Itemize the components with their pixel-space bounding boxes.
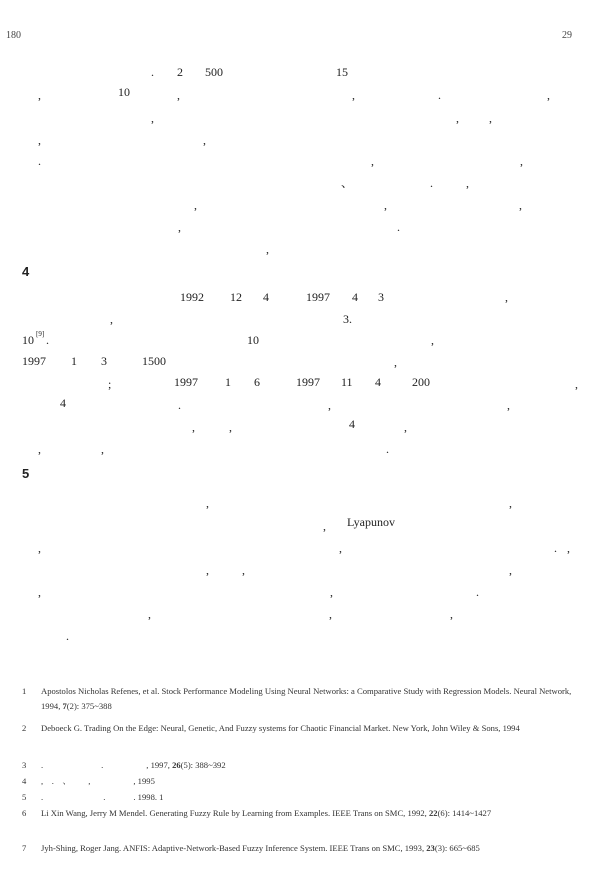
text-fragment: , bbox=[110, 312, 113, 326]
text-fragment: . bbox=[46, 333, 49, 347]
reference-volume: 23 bbox=[426, 843, 435, 853]
text-fragment: , bbox=[575, 377, 578, 391]
text-fragment: 4 bbox=[375, 375, 381, 389]
text-fragment: 4 bbox=[263, 290, 269, 304]
reference-pages: (5): 388~392 bbox=[180, 760, 226, 770]
reference-item bbox=[22, 806, 580, 821]
text-fragment: 11 bbox=[341, 375, 353, 389]
text-fragment: , bbox=[328, 398, 331, 412]
text-fragment: 1997 bbox=[306, 290, 330, 304]
text-fragment: . bbox=[554, 541, 557, 555]
text-fragment: . bbox=[386, 442, 389, 456]
text-fragment: 3 bbox=[101, 354, 107, 368]
citation-superscript: [9] bbox=[36, 330, 45, 338]
text-fragment: , bbox=[206, 496, 209, 510]
text-fragment: , bbox=[148, 607, 151, 621]
text-fragment: , bbox=[177, 88, 180, 102]
text-fragment: , bbox=[509, 496, 512, 510]
reference-text: , . 、 , , 1995 bbox=[41, 776, 155, 786]
text-fragment: , bbox=[519, 198, 522, 212]
text-fragment: 10 bbox=[118, 85, 130, 99]
text-fragment: 4 bbox=[349, 417, 355, 431]
reference-text: Apostolos Nicholas Refenes, et al. Stock Performance Modeling Using Neural Networks: a Comparative Study with Regression Models. Neural Network, 1994, bbox=[41, 686, 572, 711]
text-fragment: , bbox=[456, 111, 459, 125]
reference-number: 1 bbox=[22, 686, 27, 696]
reference-item bbox=[22, 841, 580, 856]
text-fragment: 10 bbox=[22, 333, 34, 347]
text-fragment: , bbox=[266, 242, 269, 256]
reference-text: Jyh-Shing, Roger Jang. ANFIS: Adaptive-Network-Based Fuzzy Inference System. IEEE Trans on SMC, 1993, bbox=[41, 843, 427, 853]
text-fragment: , bbox=[203, 133, 206, 147]
reference-pages: (3): 665~685 bbox=[434, 843, 480, 853]
text-fragment: , bbox=[242, 563, 245, 577]
reference-number: 5 bbox=[22, 792, 27, 802]
text-fragment: , bbox=[206, 563, 209, 577]
text-fragment: 1 bbox=[225, 375, 231, 389]
text-fragment: , bbox=[431, 333, 434, 347]
text-fragment: 、 bbox=[341, 176, 354, 190]
text-fragment: 1 bbox=[71, 354, 77, 368]
text-fragment: 3 bbox=[378, 290, 384, 304]
text-fragment: 15 bbox=[336, 65, 348, 79]
text-fragment: , bbox=[323, 519, 326, 533]
text-fragment: , bbox=[507, 398, 510, 412]
reference-text: Li Xin Wang, Jerry M Mendel. Generating Fuzzy Rule by Learning from Examples. IEEE Trans on SMC, 1992, bbox=[41, 808, 429, 818]
text-fragment: 10 bbox=[247, 333, 259, 347]
reference-pages: (6): 1414~1427 bbox=[437, 808, 492, 818]
text-fragment: , bbox=[38, 541, 41, 555]
section-heading-4: 4 bbox=[22, 264, 30, 279]
reference-text: . . . 1998. 1 bbox=[41, 792, 164, 802]
text-fragment: , bbox=[339, 541, 342, 555]
text-fragment: , bbox=[394, 355, 397, 369]
text-fragment: . bbox=[476, 585, 479, 599]
reference-number: 6 bbox=[22, 808, 27, 818]
text-fragment: 200 bbox=[412, 375, 430, 389]
reference-number: 3 bbox=[22, 760, 27, 770]
text-fragment: , bbox=[371, 154, 374, 168]
text-fragment: , bbox=[466, 176, 469, 190]
page-number-left: 180 bbox=[6, 30, 21, 41]
text-fragment: 6 bbox=[254, 375, 260, 389]
text-fragment: 4 bbox=[352, 290, 358, 304]
text-fragment: , bbox=[384, 198, 387, 212]
text-fragment: . bbox=[151, 65, 154, 79]
text-fragment: . bbox=[397, 220, 400, 234]
text-fragment: . bbox=[66, 629, 69, 643]
section-heading-5: 5 bbox=[22, 466, 30, 481]
text-fragment: 1997 bbox=[22, 354, 46, 368]
reference-item bbox=[22, 721, 580, 736]
reference-item bbox=[22, 774, 580, 789]
text-fragment: 3. bbox=[343, 312, 352, 326]
reference-number: 7 bbox=[22, 843, 27, 853]
text-fragment: . bbox=[430, 176, 433, 190]
text-fragment: . bbox=[178, 398, 181, 412]
text-fragment: . bbox=[38, 154, 41, 168]
reference-number: 4 bbox=[22, 776, 27, 786]
text-fragment: , bbox=[38, 585, 41, 599]
text-fragment: , bbox=[404, 420, 407, 434]
page-number-right: 29 bbox=[562, 30, 572, 41]
text-fragment: ; bbox=[108, 377, 112, 391]
text-fragment: , bbox=[178, 220, 181, 234]
reference-item bbox=[22, 758, 580, 773]
text-fragment: , bbox=[352, 88, 355, 102]
text-fragment: 4 bbox=[60, 396, 66, 410]
text-fragment: Lyapunov bbox=[347, 515, 395, 529]
reference-item bbox=[22, 684, 580, 713]
text-fragment: , bbox=[509, 563, 512, 577]
reference-volume: 7 bbox=[62, 700, 67, 711]
text-fragment: , bbox=[194, 198, 197, 212]
text-fragment: , bbox=[330, 585, 333, 599]
text-fragment: 1500 bbox=[142, 354, 166, 368]
reference-volume: 22 bbox=[428, 808, 438, 818]
text-fragment: , bbox=[38, 442, 41, 456]
text-fragment: , bbox=[450, 607, 453, 621]
reference-volume: 26 bbox=[172, 760, 181, 770]
text-fragment: , bbox=[38, 133, 41, 147]
reference-text: . . , 1997, bbox=[41, 760, 173, 770]
text-fragment: 1997 bbox=[174, 375, 198, 389]
text-fragment: , bbox=[520, 154, 523, 168]
text-fragment: , bbox=[489, 111, 492, 125]
text-fragment: , bbox=[567, 541, 570, 555]
text-fragment: , bbox=[151, 111, 154, 125]
reference-number: 2 bbox=[22, 723, 27, 733]
text-fragment: 2 bbox=[177, 65, 183, 79]
text-fragment: , bbox=[329, 607, 332, 621]
text-fragment: , bbox=[38, 88, 41, 102]
text-fragment: , bbox=[192, 420, 195, 434]
reference-pages: (2): 375~388 bbox=[66, 700, 112, 711]
text-fragment: . bbox=[438, 88, 441, 102]
text-fragment: , bbox=[229, 420, 232, 434]
text-fragment: , bbox=[101, 442, 104, 456]
reference-item bbox=[22, 790, 580, 805]
text-fragment: 1992 bbox=[180, 290, 204, 304]
text-fragment: , bbox=[547, 88, 550, 102]
text-fragment: , bbox=[505, 290, 508, 304]
reference-text: Deboeck G. Trading On the Edge: Neural, Genetic, And Fuzzy systems for Chaotic Financial Market. New York, John Wiley & Sons, 1994 bbox=[41, 723, 520, 733]
text-fragment: 500 bbox=[205, 65, 223, 79]
text-fragment: 12 bbox=[230, 290, 242, 304]
text-fragment: 1997 bbox=[296, 375, 320, 389]
